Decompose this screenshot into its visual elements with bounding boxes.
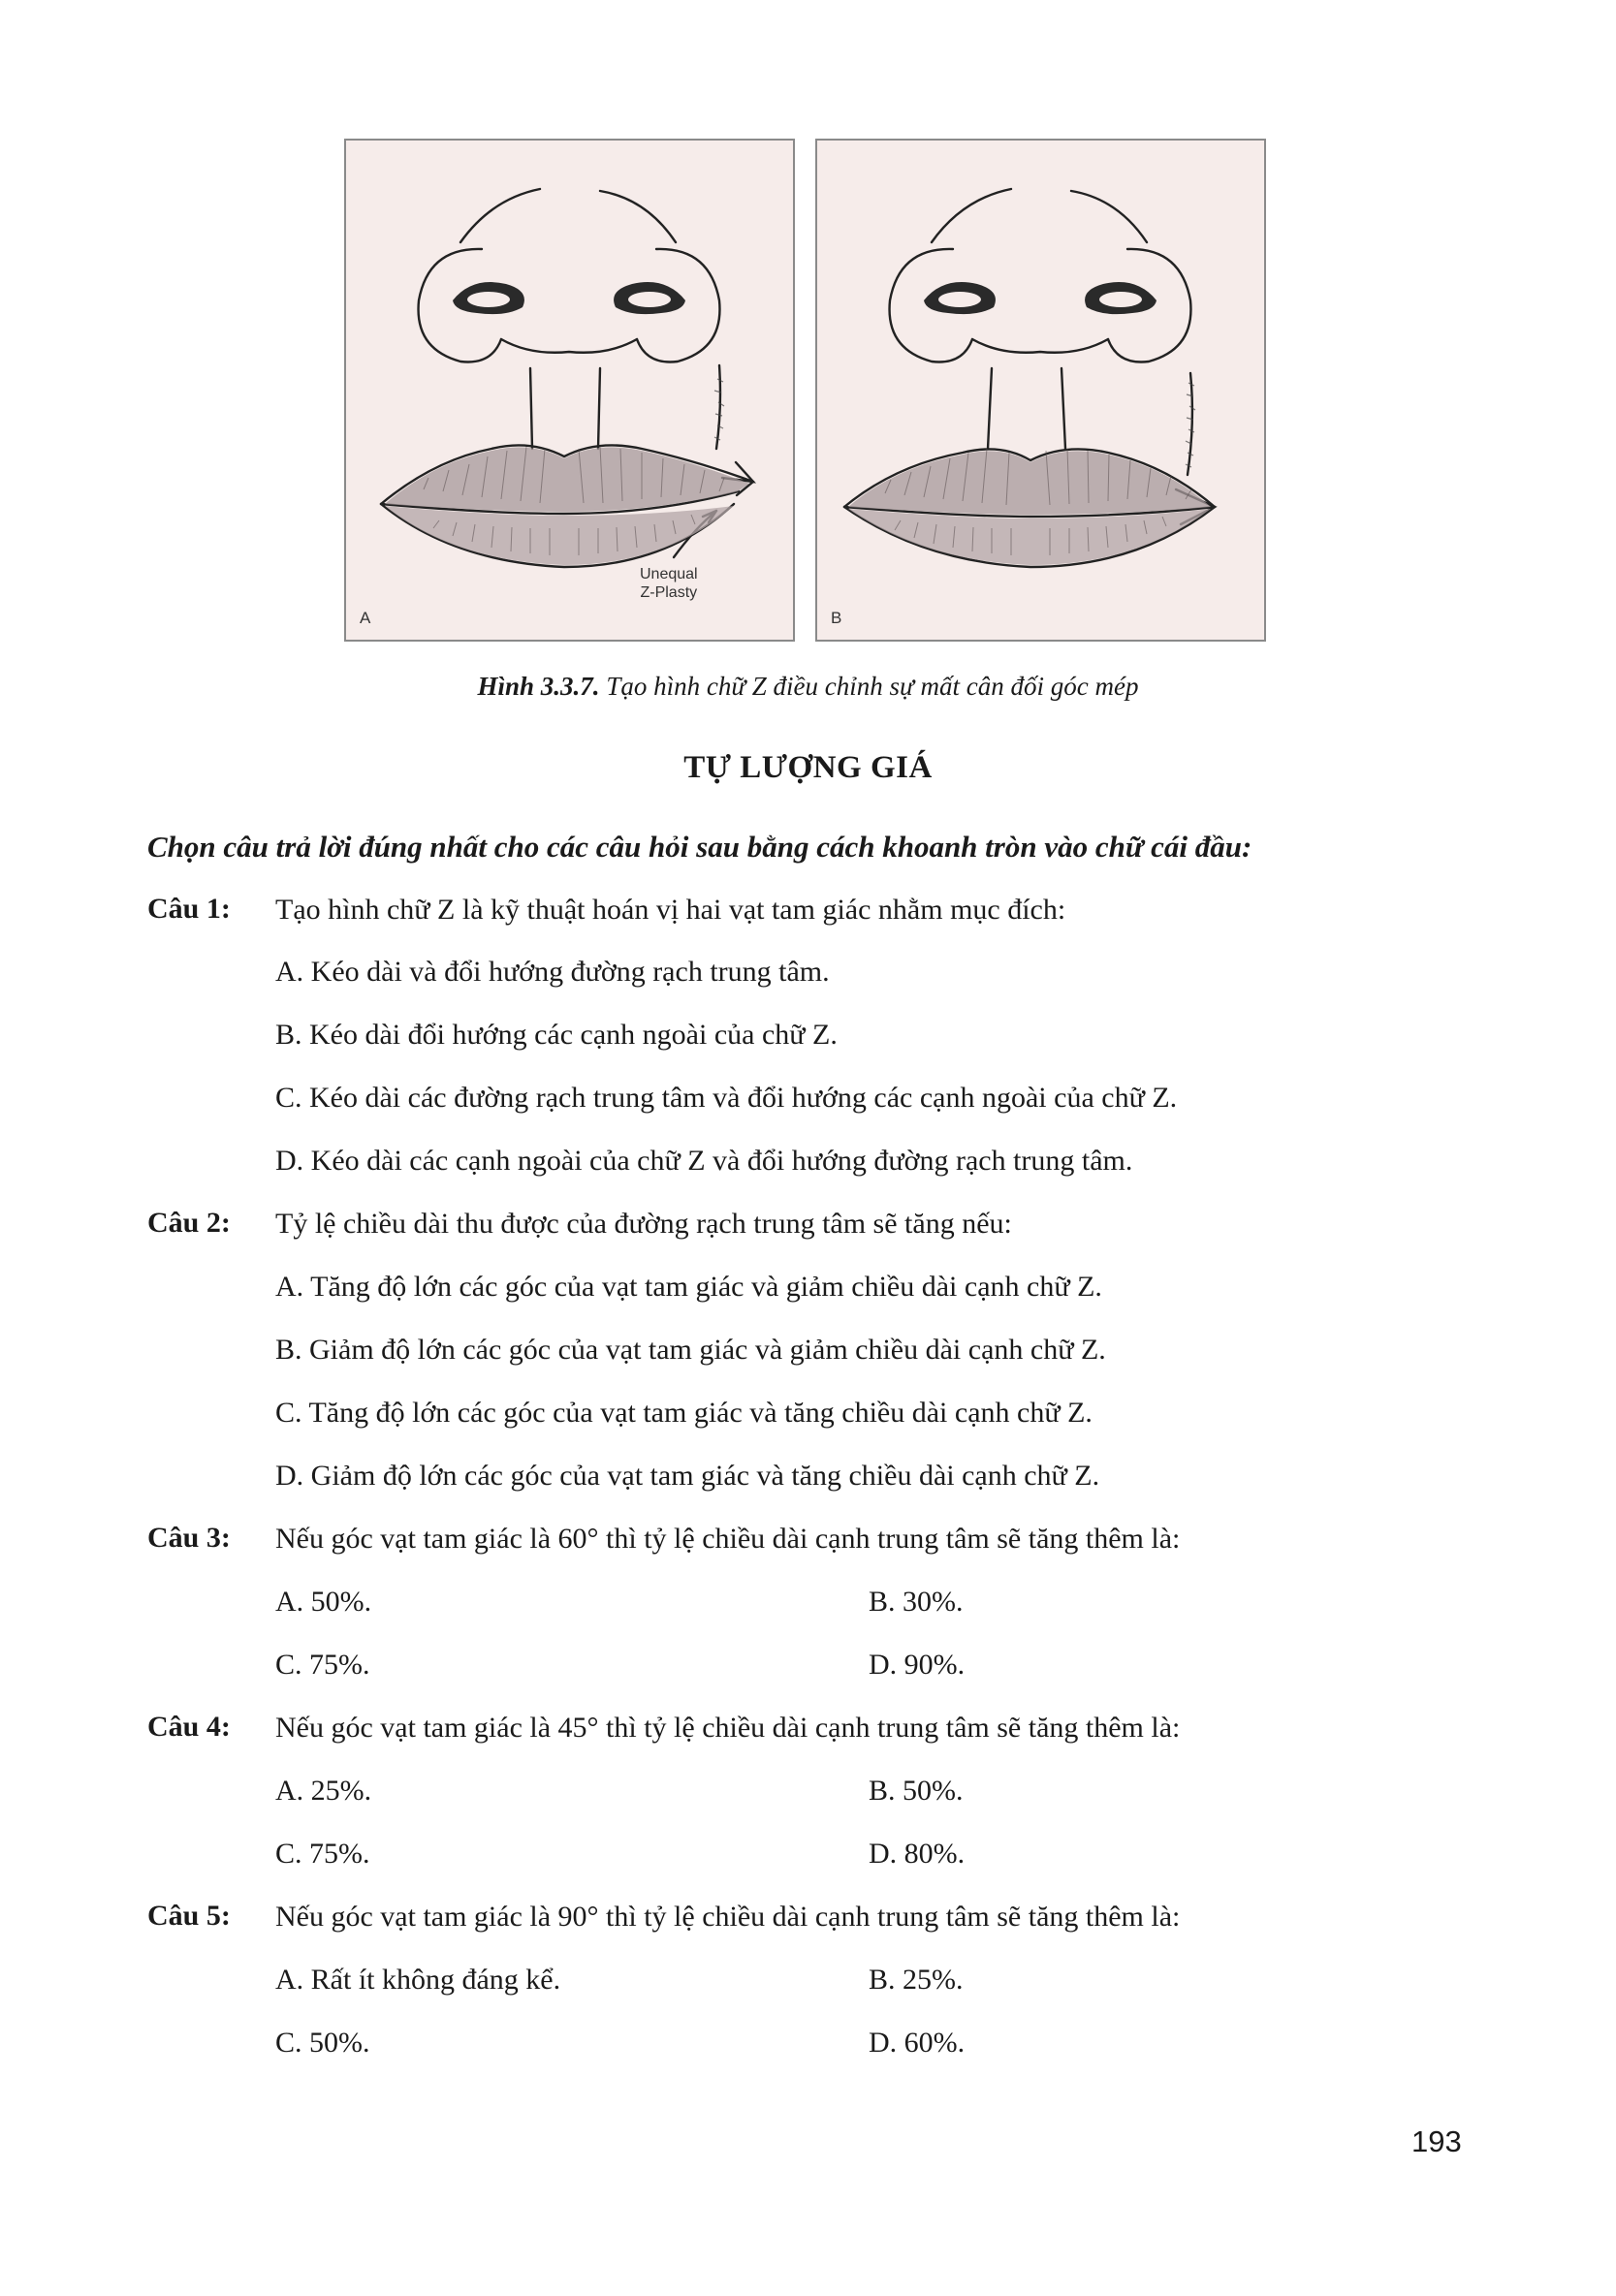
question-2-label: Câu 2: [147,1207,231,1239]
question-5-option-c[interactable]: C. 50%. [275,2027,370,2059]
question-2-option-d[interactable]: D. Giảm độ lớn các góc của vạt tam giác và tăng chiều dài cạnh chữ Z. [275,1460,1100,1492]
question-5-label: Câu 5: [147,1900,231,1932]
annotation-line-1: Unequal [640,566,698,582]
question-5-option-b[interactable]: B. 25%. [869,1964,964,1996]
question-3-label: Câu 3: [147,1522,231,1554]
section-title: TỰ LƯỢNG GIÁ [683,750,933,785]
question-1-option-a[interactable]: A. Kéo dài và đổi hướng đường rạch trung tâm. [275,956,830,988]
question-2-option-c[interactable]: C. Tăng độ lớn các góc của vạt tam giác và tăng chiều dài cạnh chữ Z. [275,1397,1093,1429]
nose-lips-illustration-a [346,141,793,640]
instruction-text: Chọn câu trả lời đúng nhất cho các câu hỏi sau bằng cách khoanh tròn vào chữ cái đầu: [147,830,1252,864]
question-1-option-b[interactable]: B. Kéo dài đổi hướng các cạnh ngoài của chữ Z. [275,1019,838,1051]
question-4-text: Nếu góc vạt tam giác là 45° thì tỷ lệ chiều dài cạnh trung tâm sẽ tăng thêm là: [275,1712,1181,1744]
question-1-option-d[interactable]: D. Kéo dài các cạnh ngoài của chữ Z và đổi hướng đường rạch trung tâm. [275,1145,1133,1177]
question-2-option-b[interactable]: B. Giảm độ lớn các góc của vạt tam giác và giảm chiều dài cạnh chữ Z. [275,1334,1106,1366]
question-4-option-d[interactable]: D. 80%. [869,1838,966,1870]
question-3-text: Nếu góc vạt tam giác là 60° thì tỷ lệ chiều dài cạnh trung tâm sẽ tăng thêm là: [275,1523,1181,1555]
figure-3-3-7 [344,139,1266,644]
z-plasty-annotation [640,565,698,602]
question-3-option-b[interactable]: B. 30%. [869,1586,964,1618]
question-3-option-d[interactable]: D. 90%. [869,1649,966,1681]
question-1-label: Câu 1: [147,893,231,925]
caption-label: Hình 3.3.7. [477,672,600,701]
caption-text: Tạo hình chữ Z điều chỉnh sự mất cân đối góc mép [599,672,1139,701]
figure-panel-a [344,139,795,642]
question-4-option-b[interactable]: B. 50%. [869,1775,964,1807]
figure-caption [0,672,1616,702]
nose-lips-illustration-b [817,141,1264,640]
question-5-option-a[interactable]: A. Rất ít không đáng kể. [275,1964,561,1996]
page-number: 193 [1411,2124,1462,2158]
question-3-option-a[interactable]: A. 50%. [275,1586,372,1618]
question-3-option-c[interactable]: C. 75%. [275,1649,370,1681]
question-4-option-c[interactable]: C. 75%. [275,1838,370,1870]
question-2-text: Tỷ lệ chiều dài thu được của đường rạch trung tâm sẽ tăng nếu: [275,1208,1012,1240]
question-4-option-a[interactable]: A. 25%. [275,1775,372,1807]
question-5-text: Nếu góc vạt tam giác là 90° thì tỷ lệ chiều dài cạnh trung tâm sẽ tăng thêm là: [275,1901,1181,1933]
annotation-line-2: Z-Plasty [640,584,698,601]
question-2-option-a[interactable]: A. Tăng độ lớn các góc của vạt tam giác và giảm chiều dài cạnh chữ Z. [275,1271,1102,1303]
question-1-option-c[interactable]: C. Kéo dài các đường rạch trung tâm và đổi hướng các cạnh ngoài của chữ Z. [275,1082,1178,1114]
panel-letter-b: B [831,609,842,627]
panel-letter-a: A [360,609,371,627]
figure-panel-b [815,139,1266,642]
question-4-label: Câu 4: [147,1711,231,1743]
question-5-option-d[interactable]: D. 60%. [869,2027,966,2059]
question-1-text: Tạo hình chữ Z là kỹ thuật hoán vị hai vạt tam giác nhằm mục đích: [275,894,1066,926]
